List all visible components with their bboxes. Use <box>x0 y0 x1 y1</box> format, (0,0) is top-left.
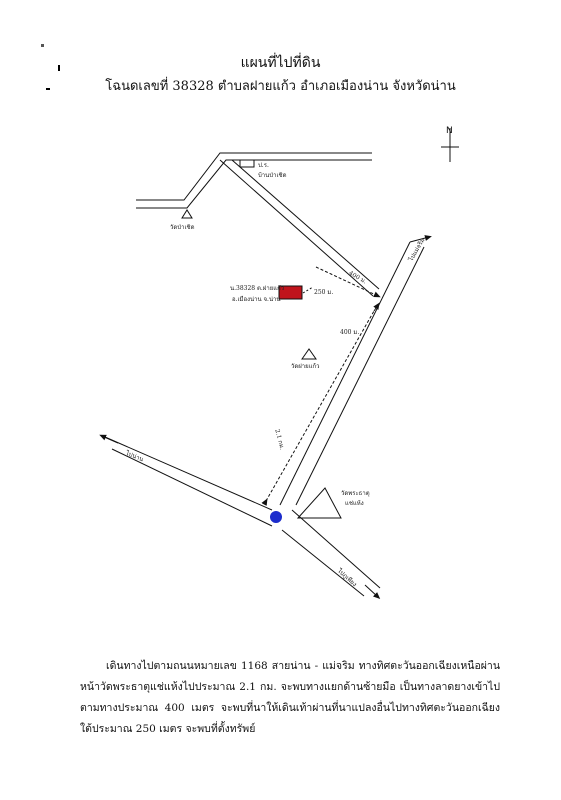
school-icon <box>240 160 254 167</box>
label-dist-400-top: 400 ม. <box>347 269 368 286</box>
route-description: เดินทางไปตามถนนหมายเลข 1168 สายน่าน - แม่จริม ทางทิศตะวันออกเฉียงเหนือผ่านหน้าวัดพระธาตุแช่แห้งไปประมาณ 2.1 กม. จะพบทางแยกด้านซ้ายมือ เป็นทางลาดยางเข้าไปตามทางประมาณ 400 เมตร จะพบที่นาให้เดินเท้าผ่านที่นาแปลงอื่นไปทางทิศตะวันออกเฉียงใต้ประมาณ 250 เมตร จะพบที่ตั้งทรัพย์ <box>80 660 500 735</box>
junction-marker <box>270 511 282 523</box>
label-to-mae-charim: ไปแม่จริม <box>407 237 427 263</box>
label-parcel-1: น.38328 ต.ฝายแก้ว <box>230 285 285 292</box>
label-dist-250: 250 ม. <box>314 289 334 296</box>
label-school: ป.ร. <box>258 162 269 169</box>
road-pua-arrow <box>365 585 378 597</box>
route-dashed <box>266 311 374 501</box>
temple-bottom-icon <box>298 488 341 518</box>
label-to-nan: ไปน่าน <box>124 449 145 464</box>
label-wat-bottom-1: วัดพระธาตุ <box>341 490 370 497</box>
label-dist-2-1: 2.1 กม. <box>273 428 286 451</box>
road-main-inner <box>296 247 424 505</box>
page-title: แผนที่ไปที่ดิน <box>240 55 321 71</box>
label-dist-400-side: 400 ม. <box>340 329 360 336</box>
road-main <box>280 242 410 505</box>
label-wat-top: วัดป่าเชิด <box>170 224 195 231</box>
route-to-parcel <box>303 287 313 293</box>
road-branch-inner <box>232 160 379 289</box>
label-to-pua: ไปภูเพียง <box>335 567 358 589</box>
label-parcel-2: อ.เมืองน่าน จ.น่าน <box>232 296 281 303</box>
road-nan-arrow <box>102 436 118 443</box>
page-subtitle: โฉนดเลขที่ 38328 ตำบลฝายแก้ว อำเภอเมืองน่าน จังหวัดน่าน <box>105 79 456 94</box>
north-label: N <box>446 126 453 136</box>
label-wat-mid: วัดฝายแก้ว <box>291 363 320 370</box>
temple-top-icon <box>182 210 192 218</box>
label-wat-bottom-2: แช่แห้ง <box>345 500 364 507</box>
label-school-sub: บ้านป่าเชิด <box>258 172 287 179</box>
temple-mid-icon <box>302 349 316 359</box>
